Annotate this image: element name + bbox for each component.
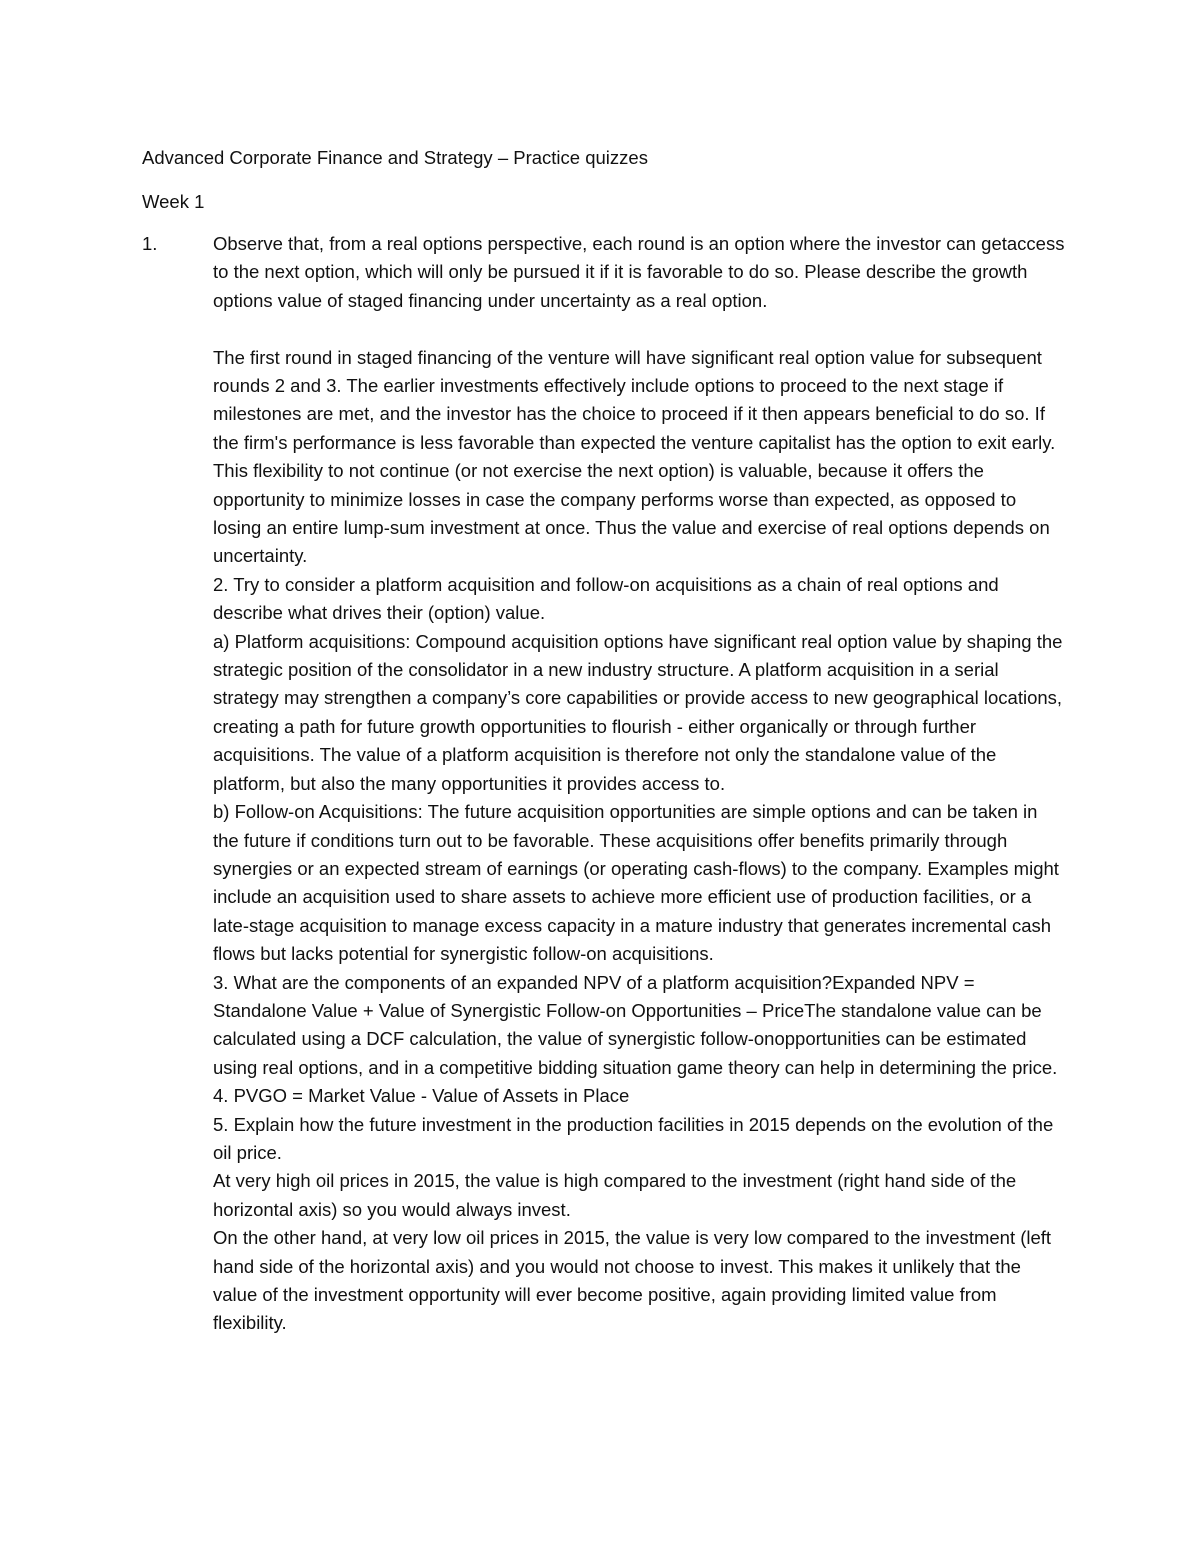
question-1-number: 1. <box>142 233 158 254</box>
answer-1-text: The first round in staged financing of the venture will have significant real option value for subsequent rounds 2 and 3. The earlier investments effectively include options to proceed to the next stage if milestones are met, and the investor has the choice to proceed if it then appears beneficial to do so. If the firm's performance is less favorable than expected the venture capitalist has the option to exit early. This flexibility to not continue (or not exercise the next option) is valuable, because it offers the opportunity to minimize losses in case the company performs worse than expected, as opposed to losing an entire lump-sum investment at once. Thus the value and exercise of real options depends on uncertainty. <box>213 346 1056 567</box>
week-heading: Week 1 <box>142 191 205 212</box>
question-1 <box>142 230 1065 315</box>
question-1-text: Observe that, from a real options perspective, each round is an option where the investor can getaccess to the next option, which will only be pursued it if it is favorable to do so. Please describe the growth options value of staged financing under uncertainty as a real option. <box>213 233 1065 311</box>
question-2-text: 2. Try to consider a platform acquisition and follow-on acquisitions as a chain of real options and describe what drives their (option) value. <box>213 573 999 624</box>
document-body <box>142 230 1065 1338</box>
answer-2b-text: b) Follow-on Acquisitions: The future acquisition opportunities are simple options and can be taken in the future if conditions turn out to be favorable. These acquisitions offer benefits primarily through synergies or an expected stream of earnings (or operating cash-flows) to the company. Examples might include an acquisition used to share assets to achieve more efficient use of production facilities, or a late-stage acquisition to manage excess capacity in a mature industry that generates incremental cash flows but lacks potential for synergistic follow-on acquisitions. <box>213 801 1059 965</box>
answer-5-text-2: On the other hand, at very low oil prices in 2015, the value is very low compared to the investment (left hand side of the horizontal axis) and you would not choose to invest. This makes it unlikely that the value of the investment opportunity will ever become positive, again providing limited value from flexibility. <box>213 1227 1052 1334</box>
question-5-text: 5. Explain how the future investment in the production facilities in 2015 depends on the evolution of the oil price. <box>213 1113 1054 1163</box>
answer-5-text-1: At very high oil prices in 2015, the value is high compared to the investment (right hand side of the horizontal axis) so you would always invest. <box>213 1170 1017 1220</box>
question-3-text: 3. What are the components of an expanded NPV of a platform acquisition?Expanded NPV = Standalone Value + Value of Synergistic Follow-on Opportunities – PriceThe standalone value can be calculated using a DCF calculation, the value of synergistic follow-onopportunities can be estimated using real options, and in a competitive bidding situation game theory can help in determining the price. <box>213 971 1058 1078</box>
question-4-text: 4. PVGO = Market Value - Value of Assets in Place <box>213 1085 630 1107</box>
document-title: Advanced Corporate Finance and Strategy – Practice quizzes <box>142 147 648 168</box>
answer-2a-text: a) Platform acquisitions: Compound acquisition options have significant real option value by shaping the strategic position of the consolidator in a new industry structure. A platform acquisition in a serial strategy may strengthen a company’s core capabilities or provide access to new geographical locations, creating a path for future growth opportunities to flourish - either organically or through further acquisitions. The value of a platform acquisition is therefore not only the standalone value of the platform, but also the many opportunities it provides access to. <box>213 630 1063 794</box>
